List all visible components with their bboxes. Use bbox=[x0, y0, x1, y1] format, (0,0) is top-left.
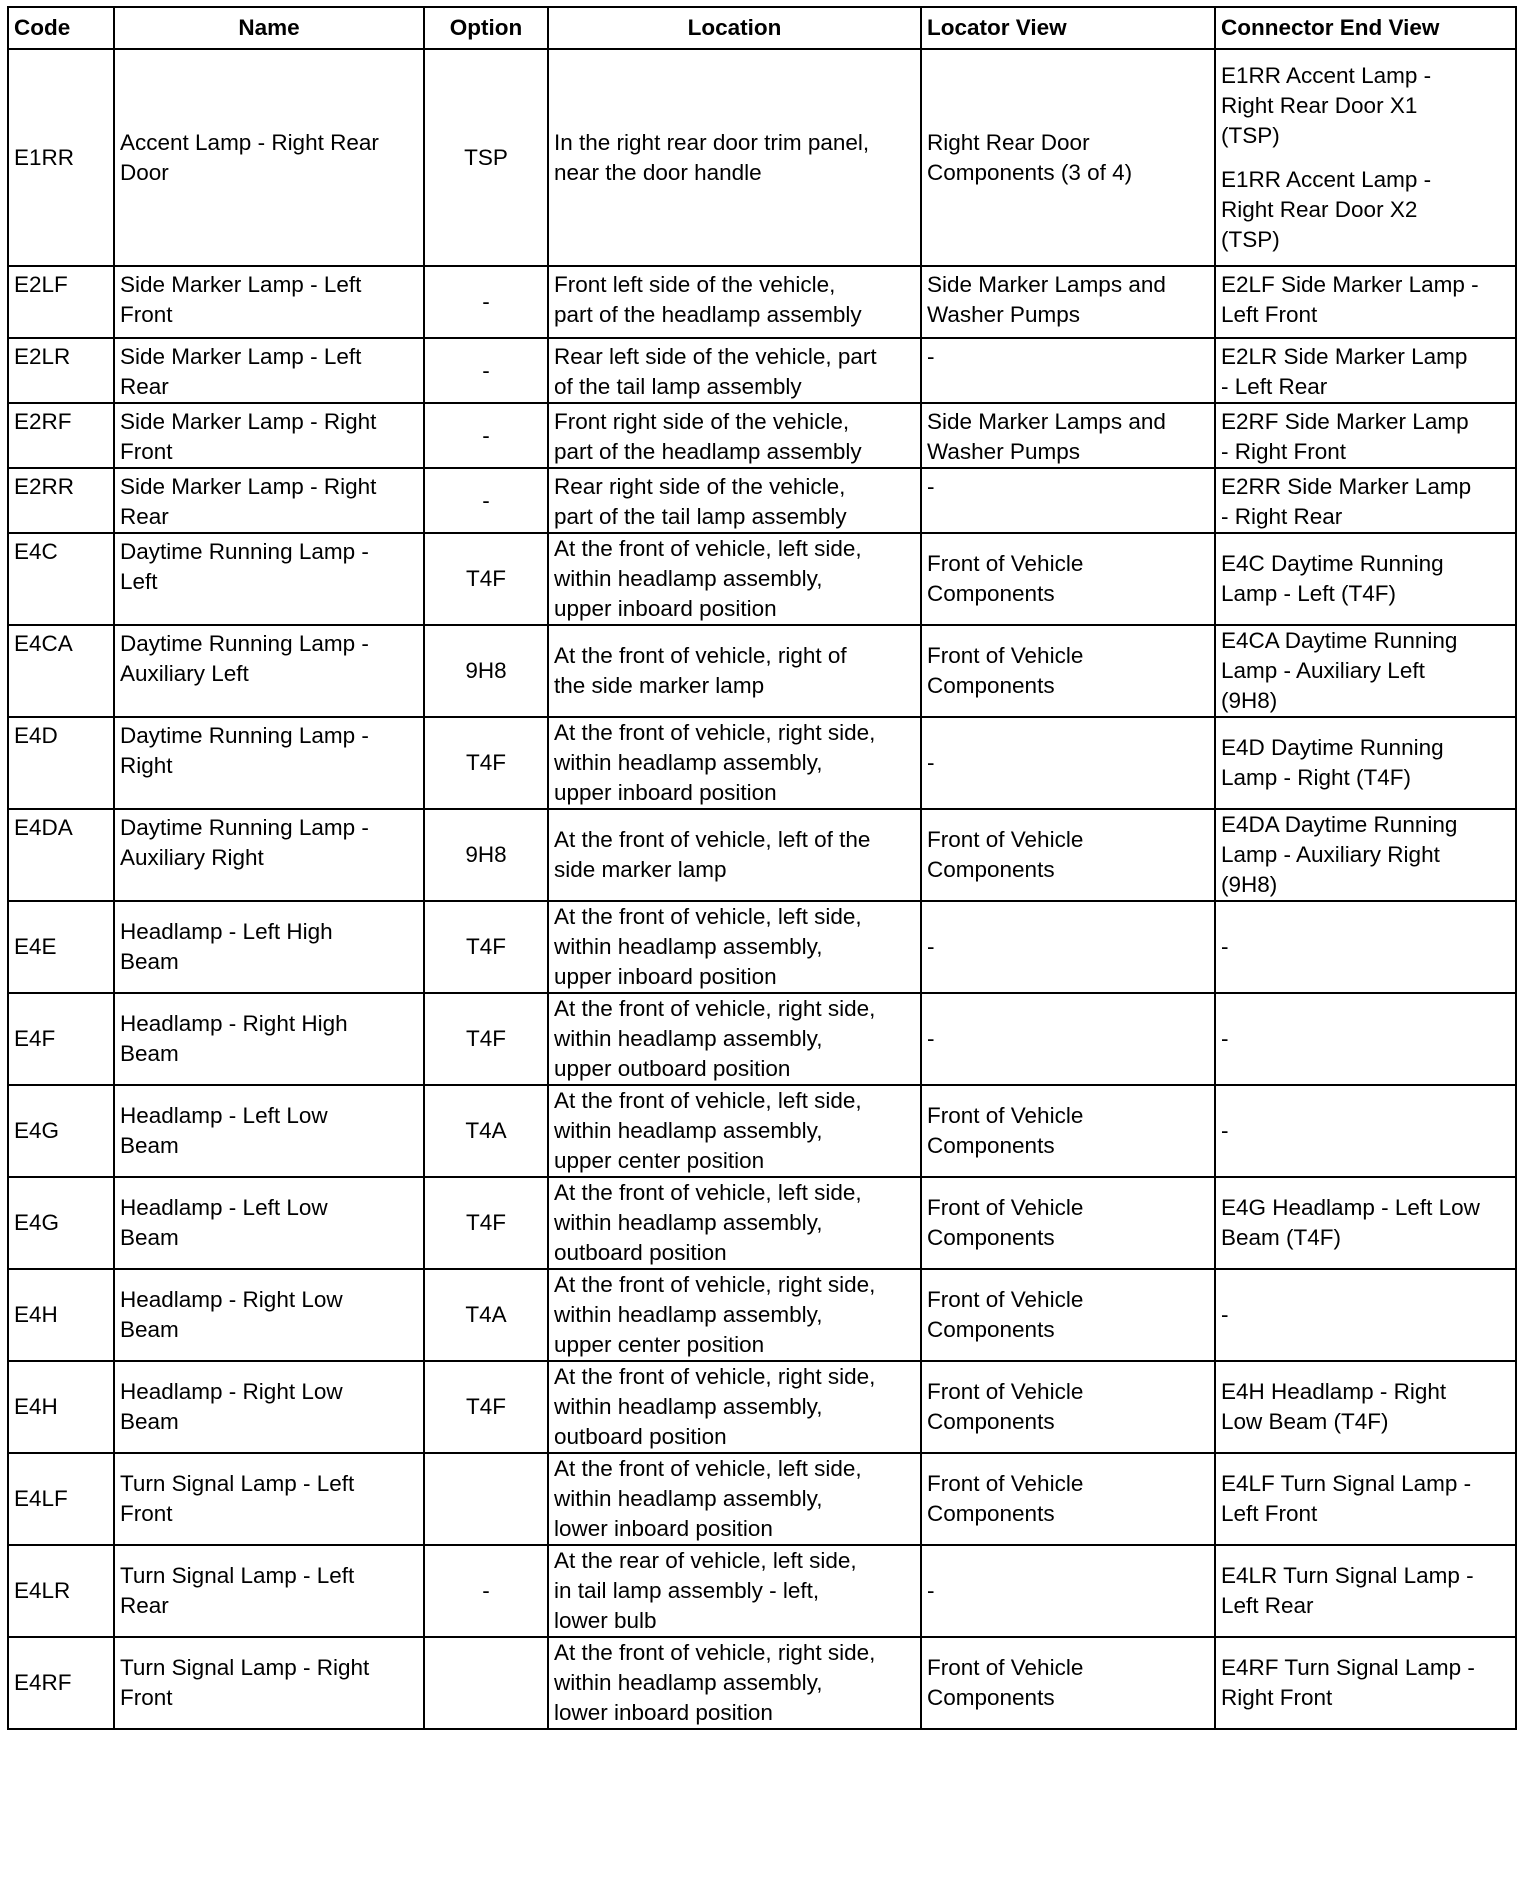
cell-text-line: Front of Vehicle bbox=[927, 827, 1084, 852]
cell-text-line: part of the headlamp assembly bbox=[554, 439, 862, 464]
cell-text-line: Components bbox=[927, 1409, 1055, 1434]
cell-text-line: Components bbox=[927, 1501, 1055, 1526]
cell-locator-view bbox=[921, 1269, 1215, 1361]
cell-name bbox=[114, 993, 424, 1085]
cell-option: - bbox=[424, 403, 548, 468]
cell-name bbox=[114, 266, 424, 338]
cell-connector-end-view bbox=[1215, 1177, 1516, 1269]
cell-name bbox=[114, 717, 424, 809]
cell-locator-view bbox=[921, 625, 1215, 717]
cell-name bbox=[114, 403, 424, 468]
cell-text-line: outboard position bbox=[554, 1240, 727, 1265]
cell-text-line: within headlamp assembly, bbox=[554, 750, 823, 775]
table-row bbox=[8, 1453, 1516, 1545]
cell-connector-end-view bbox=[1215, 1637, 1516, 1729]
cell-option: T4F bbox=[424, 717, 548, 809]
table-row bbox=[8, 266, 1516, 338]
cell-text-line: At the rear of vehicle, left side, bbox=[554, 1548, 857, 1573]
cell-text-line: part of the tail lamp assembly bbox=[554, 504, 847, 529]
header-locator-view: Locator View bbox=[921, 7, 1215, 49]
table-row bbox=[8, 533, 1516, 625]
cell-location bbox=[548, 1453, 921, 1545]
cell-text-line: Auxiliary Left bbox=[120, 661, 249, 686]
cell-code: E2RF bbox=[8, 403, 114, 468]
cell-name bbox=[114, 1361, 424, 1453]
table-row bbox=[8, 1361, 1516, 1453]
cell-text-line: within headlamp assembly, bbox=[554, 566, 823, 591]
table-row bbox=[8, 1085, 1516, 1177]
cell-locator-view bbox=[921, 403, 1215, 468]
cell-option: - bbox=[424, 1545, 548, 1637]
cell-locator-view bbox=[921, 809, 1215, 901]
cell-text-line: Left Rear bbox=[1221, 1593, 1314, 1618]
cell-text-line: At the front of vehicle, right of bbox=[554, 643, 847, 668]
cell-text-line: - Left Rear bbox=[1221, 374, 1328, 399]
cell-connector-end-view bbox=[1215, 1085, 1516, 1177]
cell-text-line: At the front of vehicle, left side, bbox=[554, 536, 862, 561]
cell-text-line: Headlamp - Right Low bbox=[120, 1379, 343, 1404]
cell-text-line: At the front of vehicle, left of the bbox=[554, 827, 871, 852]
cell-name bbox=[114, 1637, 424, 1729]
cell-text-line: Lamp - Auxiliary Right bbox=[1221, 842, 1440, 867]
cell-code: E4H bbox=[8, 1361, 114, 1453]
cell-text-line: Components bbox=[927, 1317, 1055, 1342]
cell-option: - bbox=[424, 266, 548, 338]
component-table-container bbox=[7, 6, 1517, 1730]
cell-connector-end-view bbox=[1215, 1361, 1516, 1453]
cell-text-line: (TSP) bbox=[1221, 226, 1280, 252]
cell-text-line: Front of Vehicle bbox=[927, 1103, 1084, 1128]
cell-text-line: - Right Rear bbox=[1221, 504, 1343, 529]
table-row bbox=[8, 1177, 1516, 1269]
cell-text-line: Front of Vehicle bbox=[927, 1287, 1084, 1312]
cell-location bbox=[548, 1637, 921, 1729]
cell-text-line: Turn Signal Lamp - Left bbox=[120, 1471, 355, 1496]
cell-text-line: Left Front bbox=[1221, 302, 1318, 327]
cell-option: - bbox=[424, 338, 548, 403]
table-body bbox=[8, 266, 1516, 1729]
cell-text-line: E4G Headlamp - Left Low bbox=[1221, 1195, 1480, 1220]
cell-text-line: part of the headlamp assembly bbox=[554, 302, 862, 327]
cell-connector-end-view bbox=[1215, 1453, 1516, 1545]
cell-locator-view bbox=[921, 1637, 1215, 1729]
cell-name bbox=[114, 468, 424, 533]
cell-text-line: - bbox=[1221, 934, 1229, 959]
header-connector-end-view: Connector End View bbox=[1215, 7, 1516, 49]
cell-location bbox=[548, 49, 921, 266]
cell-text-line: Rear bbox=[120, 374, 169, 399]
cell-text-line: upper inboard position bbox=[554, 964, 777, 989]
cell-code: E2RR bbox=[8, 468, 114, 533]
cell-text-line: Beam bbox=[120, 1133, 179, 1158]
cell-text-line: Rear bbox=[120, 1593, 169, 1618]
cell-text-line: - bbox=[927, 1026, 935, 1051]
header-name: Name bbox=[114, 7, 424, 49]
cell-text-line: E4C Daytime Running bbox=[1221, 551, 1444, 576]
cell-option: T4F bbox=[424, 1361, 548, 1453]
cell-text-line: Daytime Running Lamp - bbox=[120, 539, 369, 564]
cell-location bbox=[548, 468, 921, 533]
header-code: Code bbox=[8, 7, 114, 49]
cell-text-line: Washer Pumps bbox=[927, 439, 1080, 464]
cell-name bbox=[114, 1545, 424, 1637]
cell-text-line: lower bulb bbox=[554, 1608, 657, 1633]
cell-locator-view bbox=[921, 49, 1215, 266]
cell-locator-view bbox=[921, 993, 1215, 1085]
cell-text-line: Lamp - Left (T4F) bbox=[1221, 581, 1397, 606]
cell-name bbox=[114, 49, 424, 266]
cell-connector-end-view bbox=[1215, 717, 1516, 809]
cell-text-line: E4D Daytime Running bbox=[1221, 735, 1444, 760]
cell-text-line: Front of Vehicle bbox=[927, 1471, 1084, 1496]
cell-code: E1RR bbox=[8, 49, 114, 266]
cell-text-line: Lamp - Right (T4F) bbox=[1221, 765, 1412, 790]
cell-code: E4F bbox=[8, 993, 114, 1085]
cell-text-line: Front of Vehicle bbox=[927, 1195, 1084, 1220]
cell-text-line: At the front of vehicle, right side, bbox=[554, 1640, 876, 1665]
cell-text-line: Side Marker Lamps and bbox=[927, 409, 1166, 434]
cell-code: E2LR bbox=[8, 338, 114, 403]
cell-code: E4LR bbox=[8, 1545, 114, 1637]
cell-text-line: Headlamp - Left High bbox=[120, 919, 333, 944]
cell-text-line: Door bbox=[120, 159, 169, 185]
cell-text-line: Right Rear Door bbox=[927, 129, 1090, 155]
cell-text-line: E2RF Side Marker Lamp bbox=[1221, 409, 1469, 434]
cell-text-line: Components (3 of 4) bbox=[927, 159, 1133, 185]
cell-text-line: (TSP) bbox=[1221, 122, 1280, 148]
cell-text-line: Front bbox=[120, 439, 173, 464]
table-row bbox=[8, 901, 1516, 993]
cell-text-line: Front bbox=[120, 302, 173, 327]
cell-text-line: E1RR Accent Lamp - bbox=[1221, 166, 1432, 192]
cell-code: E4DA bbox=[8, 809, 114, 901]
cell-option: T4F bbox=[424, 901, 548, 993]
cell-locator-view bbox=[921, 1545, 1215, 1637]
cell-locator-view bbox=[921, 1177, 1215, 1269]
cell-text-line: At the front of vehicle, left side, bbox=[554, 1456, 862, 1481]
cell-text-line: Side Marker Lamp - Right bbox=[120, 409, 377, 434]
cell-code: E4C bbox=[8, 533, 114, 625]
cell-connector-end-view bbox=[1215, 403, 1516, 468]
cell-connector-end-view bbox=[1215, 266, 1516, 338]
cell-text-line: outboard position bbox=[554, 1424, 727, 1449]
cell-text-line: - bbox=[927, 344, 935, 369]
cell-location bbox=[548, 717, 921, 809]
cell-text-line: within headlamp assembly, bbox=[554, 1394, 823, 1419]
cell-text-line: At the front of vehicle, right side, bbox=[554, 1364, 876, 1389]
cell-text-line: Lamp - Auxiliary Left bbox=[1221, 658, 1425, 683]
cell-text-line: Front bbox=[120, 1685, 173, 1710]
cell-location bbox=[548, 266, 921, 338]
cell-location bbox=[548, 809, 921, 901]
cell-text-line: E4CA Daytime Running bbox=[1221, 628, 1458, 653]
cell-text-line: Headlamp - Left Low bbox=[120, 1103, 328, 1128]
cell-text-line: Rear right side of the vehicle, bbox=[554, 474, 846, 499]
cell-text-line: Daytime Running Lamp - bbox=[120, 815, 369, 840]
cell-text-line: E1RR Accent Lamp - bbox=[1221, 62, 1432, 88]
cell-text-line: (9H8) bbox=[1221, 872, 1278, 897]
table-row bbox=[8, 993, 1516, 1085]
cell-text-line: At the front of vehicle, left side, bbox=[554, 1088, 862, 1113]
cell-text-line: within headlamp assembly, bbox=[554, 1670, 823, 1695]
cell-connector-end-view bbox=[1215, 533, 1516, 625]
cell-text-line: (9H8) bbox=[1221, 688, 1278, 713]
cell-locator-view bbox=[921, 717, 1215, 809]
header-option: Option bbox=[424, 7, 548, 49]
cell-option: T4F bbox=[424, 1177, 548, 1269]
cell-text-line: upper center position bbox=[554, 1332, 765, 1357]
table-row bbox=[8, 403, 1516, 468]
cell-text-line: Beam bbox=[120, 1225, 179, 1250]
table-row bbox=[8, 717, 1516, 809]
cell-location bbox=[548, 338, 921, 403]
cell-text-line: - Right Front bbox=[1221, 439, 1347, 464]
cell-text-line: within headlamp assembly, bbox=[554, 1210, 823, 1235]
cell-text-line: Right Rear Door X1 bbox=[1221, 92, 1418, 118]
cell-code: E4H bbox=[8, 1269, 114, 1361]
cell-option: T4F bbox=[424, 533, 548, 625]
cell-connector-end-view bbox=[1215, 49, 1516, 266]
cell-connector-end-view bbox=[1215, 468, 1516, 533]
cell-name bbox=[114, 625, 424, 717]
cell-text-line: E4H Headlamp - Right bbox=[1221, 1379, 1447, 1404]
cell-text-line: Front of Vehicle bbox=[927, 551, 1084, 576]
cell-text-line: Beam bbox=[120, 1409, 179, 1434]
cell-connector-end-view bbox=[1215, 338, 1516, 403]
cell-text-line: upper outboard position bbox=[554, 1056, 791, 1081]
header-row bbox=[8, 7, 1516, 49]
cell-option: T4A bbox=[424, 1269, 548, 1361]
table-row bbox=[8, 625, 1516, 717]
cell-text-line: E4RF Turn Signal Lamp - bbox=[1221, 1655, 1475, 1680]
cell-text-line: Front left side of the vehicle, bbox=[554, 272, 836, 297]
cell-text-line: Beam bbox=[120, 949, 179, 974]
cell-text-line: Components bbox=[927, 1225, 1055, 1250]
cell-connector-end-view bbox=[1215, 901, 1516, 993]
cell-text-line: - bbox=[927, 934, 935, 959]
cell-location bbox=[548, 1545, 921, 1637]
cell-text-line: of the tail lamp assembly bbox=[554, 374, 802, 399]
cell-connector-end-view bbox=[1215, 993, 1516, 1085]
table-row bbox=[8, 1269, 1516, 1361]
cell-code: E4LF bbox=[8, 1453, 114, 1545]
cell-locator-view bbox=[921, 1453, 1215, 1545]
cell-text-line: E2LF Side Marker Lamp - bbox=[1221, 272, 1479, 297]
cell-text-line: lower inboard position bbox=[554, 1700, 773, 1725]
cell-text-line: E2RR Side Marker Lamp bbox=[1221, 474, 1472, 499]
cell-text-line: - bbox=[927, 1578, 935, 1603]
cell-text-line: Right Front bbox=[1221, 1685, 1333, 1710]
cell-text-line: At the front of vehicle, left side, bbox=[554, 904, 862, 929]
cell-text-line: Components bbox=[927, 1685, 1055, 1710]
cell-option bbox=[424, 1453, 548, 1545]
cell-connector-end-view bbox=[1215, 1269, 1516, 1361]
cell-text-line: Headlamp - Left Low bbox=[120, 1195, 328, 1220]
cell-name bbox=[114, 338, 424, 403]
cell-code: E4G bbox=[8, 1085, 114, 1177]
cell-text-line: Components bbox=[927, 857, 1055, 882]
cell-locator-view bbox=[921, 901, 1215, 993]
cell-text-line: E4DA Daytime Running bbox=[1221, 812, 1458, 837]
cell-text-line: Front right side of the vehicle, bbox=[554, 409, 850, 434]
cell-text-line: Accent Lamp - Right Rear bbox=[120, 129, 379, 155]
cell-text-line: lower inboard position bbox=[554, 1516, 773, 1541]
cell-text-line: Front bbox=[120, 1501, 173, 1526]
cell-text-line: - bbox=[1221, 1118, 1229, 1143]
cell-text-line: upper inboard position bbox=[554, 596, 777, 621]
cell-name bbox=[114, 1269, 424, 1361]
header-location: Location bbox=[548, 7, 921, 49]
cell-text-line: Headlamp - Right High bbox=[120, 1011, 348, 1036]
cell-text-line: Headlamp - Right Low bbox=[120, 1287, 343, 1312]
cell-location bbox=[548, 1269, 921, 1361]
cell-locator-view bbox=[921, 468, 1215, 533]
cell-location bbox=[548, 625, 921, 717]
cell-text-line: within headlamp assembly, bbox=[554, 934, 823, 959]
cell-text-line: Components bbox=[927, 673, 1055, 698]
cell-text-line: Side Marker Lamp - Left bbox=[120, 272, 362, 297]
cell-text-line: In the right rear door trim panel, bbox=[554, 129, 870, 155]
cell-option: 9H8 bbox=[424, 625, 548, 717]
cell-location bbox=[548, 533, 921, 625]
cell-location bbox=[548, 1085, 921, 1177]
cell-text-line: - bbox=[927, 750, 935, 775]
cell-location bbox=[548, 901, 921, 993]
cell-text-line: Beam bbox=[120, 1041, 179, 1066]
cell-connector-end-view bbox=[1215, 1545, 1516, 1637]
cell-option: 9H8 bbox=[424, 809, 548, 901]
table-row bbox=[8, 338, 1516, 403]
table-row bbox=[8, 468, 1516, 533]
cell-text-line: side marker lamp bbox=[554, 857, 727, 882]
cell-text-line: At the front of vehicle, right side, bbox=[554, 1272, 876, 1297]
table-row bbox=[8, 1545, 1516, 1637]
cell-text-line: Side Marker Lamps and bbox=[927, 272, 1166, 297]
cell-text-line: Daytime Running Lamp - bbox=[120, 631, 369, 656]
cell-text-line: within headlamp assembly, bbox=[554, 1486, 823, 1511]
cell-option: T4F bbox=[424, 993, 548, 1085]
cell-text-line: Rear bbox=[120, 504, 169, 529]
cell-text-line: Side Marker Lamp - Left bbox=[120, 344, 362, 369]
cell-code: E4E bbox=[8, 901, 114, 993]
cell-code: E4CA bbox=[8, 625, 114, 717]
cell-text-line: Components bbox=[927, 581, 1055, 606]
cell-text-line: E4LR Turn Signal Lamp - bbox=[1221, 1563, 1474, 1588]
cell-text-line: within headlamp assembly, bbox=[554, 1118, 823, 1143]
cell-text-line: upper center position bbox=[554, 1148, 765, 1173]
cell-text-line: Left Front bbox=[1221, 1501, 1318, 1526]
cell-text-line: Low Beam (T4F) bbox=[1221, 1409, 1389, 1434]
cell-text-line: - bbox=[927, 474, 935, 499]
cell-code: E4G bbox=[8, 1177, 114, 1269]
cell-text-line: Front of Vehicle bbox=[927, 1655, 1084, 1680]
cell-code: E4RF bbox=[8, 1637, 114, 1729]
spacer bbox=[1221, 151, 1510, 165]
cell-text-line: Front of Vehicle bbox=[927, 643, 1084, 668]
cell-option: T4A bbox=[424, 1085, 548, 1177]
cell-name bbox=[114, 1453, 424, 1545]
cell-text-line: At the front of vehicle, right side, bbox=[554, 720, 876, 745]
cell-text-line: Rear left side of the vehicle, part bbox=[554, 344, 877, 369]
table-row bbox=[8, 49, 1516, 266]
cell-text-line: Beam (T4F) bbox=[1221, 1225, 1342, 1250]
cell-locator-view bbox=[921, 338, 1215, 403]
cell-text-line: near the door handle bbox=[554, 159, 762, 185]
cell-text-line: At the front of vehicle, right side, bbox=[554, 996, 876, 1021]
cell-option: TSP bbox=[424, 49, 548, 266]
cell-location bbox=[548, 1361, 921, 1453]
cell-text-line: Auxiliary Right bbox=[120, 845, 264, 870]
cell-text-line: Left bbox=[120, 569, 158, 594]
cell-option: - bbox=[424, 468, 548, 533]
cell-text-line: Right bbox=[120, 753, 173, 778]
cell-text-line: At the front of vehicle, left side, bbox=[554, 1180, 862, 1205]
cell-text-line: within headlamp assembly, bbox=[554, 1026, 823, 1051]
cell-text-line: within headlamp assembly, bbox=[554, 1302, 823, 1327]
cell-location bbox=[548, 403, 921, 468]
cell-code: E4D bbox=[8, 717, 114, 809]
cell-text-line: - bbox=[1221, 1302, 1229, 1327]
cell-name bbox=[114, 533, 424, 625]
cell-text-line: - bbox=[1221, 1026, 1229, 1051]
table-row bbox=[8, 1637, 1516, 1729]
cell-text-line: Turn Signal Lamp - Right bbox=[120, 1655, 370, 1680]
cell-name bbox=[114, 901, 424, 993]
cell-code: E2LF bbox=[8, 266, 114, 338]
cell-text-line: E2LR Side Marker Lamp bbox=[1221, 344, 1468, 369]
cell-text-line: E4LF Turn Signal Lamp - bbox=[1221, 1471, 1472, 1496]
cell-text-line: Right Rear Door X2 bbox=[1221, 196, 1418, 222]
cell-text-line: Turn Signal Lamp - Left bbox=[120, 1563, 355, 1588]
cell-connector-end-view bbox=[1215, 625, 1516, 717]
cell-text-line: Washer Pumps bbox=[927, 302, 1080, 327]
cell-text-line: in tail lamp assembly - left, bbox=[554, 1578, 820, 1603]
cell-option bbox=[424, 1637, 548, 1729]
cell-text-line: Components bbox=[927, 1133, 1055, 1158]
cell-text-line: Front of Vehicle bbox=[927, 1379, 1084, 1404]
cell-locator-view bbox=[921, 1085, 1215, 1177]
cell-text-line: the side marker lamp bbox=[554, 673, 765, 698]
cell-text-line: upper inboard position bbox=[554, 780, 777, 805]
cell-text-line: Beam bbox=[120, 1317, 179, 1342]
cell-name bbox=[114, 1085, 424, 1177]
cell-connector-end-view bbox=[1215, 809, 1516, 901]
cell-location bbox=[548, 1177, 921, 1269]
cell-name bbox=[114, 1177, 424, 1269]
cell-locator-view bbox=[921, 266, 1215, 338]
cell-name bbox=[114, 809, 424, 901]
cell-locator-view bbox=[921, 1361, 1215, 1453]
cell-text-line: Side Marker Lamp - Right bbox=[120, 474, 377, 499]
table-row bbox=[8, 809, 1516, 901]
cell-location bbox=[548, 993, 921, 1085]
cell-locator-view bbox=[921, 533, 1215, 625]
component-locator-table bbox=[7, 6, 1517, 1730]
cell-text-line: Daytime Running Lamp - bbox=[120, 723, 369, 748]
